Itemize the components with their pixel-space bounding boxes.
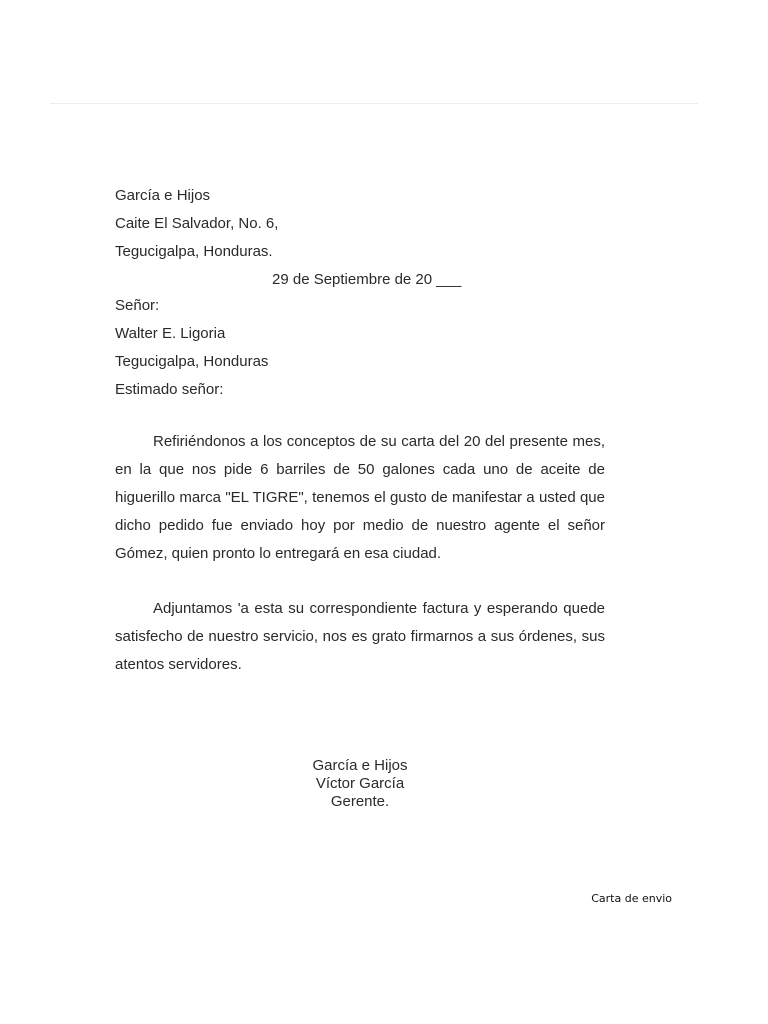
signature-name: Víctor García	[315, 775, 405, 792]
recipient-name: Walter E. Ligoria	[115, 325, 226, 342]
body-paragraph-2: Adjuntamos 'a esta su correspondiente factura y esperando quede satisfecho de nuestro servicio, nos es grato firmarnos a sus órdenes, sus atentos servidores.	[115, 600, 605, 673]
document-caption: Carta de envio	[591, 892, 672, 905]
signature-company: García e Hijos	[312, 757, 408, 774]
page-divider	[50, 103, 698, 104]
greeting: Estimado señor:	[115, 381, 224, 398]
signature-role: Gerente.	[330, 793, 390, 810]
letter-date: 29 de Septiembre de 20 ___	[272, 271, 462, 288]
sender-address: Caite El Salvador, No. 6,	[115, 215, 279, 232]
sender-city: Tegucigalpa, Honduras.	[115, 243, 273, 260]
recipient-title: Señor:	[115, 297, 160, 314]
body-paragraph-1: Refiriéndonos a los conceptos de su carta del 20 del presente mes, en la que nos pide 6 barriles de 50 galones cada uno de aceite de higuerillo marca "EL TIGRE", tenemos el gusto de manifestar a usted que dicho pedido fue enviado hoy por medio de nuestro agente el señor Gómez, quien pronto lo entregará en esa ciudad.	[115, 433, 605, 562]
sender-name: García e Hijos	[115, 187, 211, 204]
recipient-city: Tegucigalpa, Honduras	[115, 353, 269, 370]
